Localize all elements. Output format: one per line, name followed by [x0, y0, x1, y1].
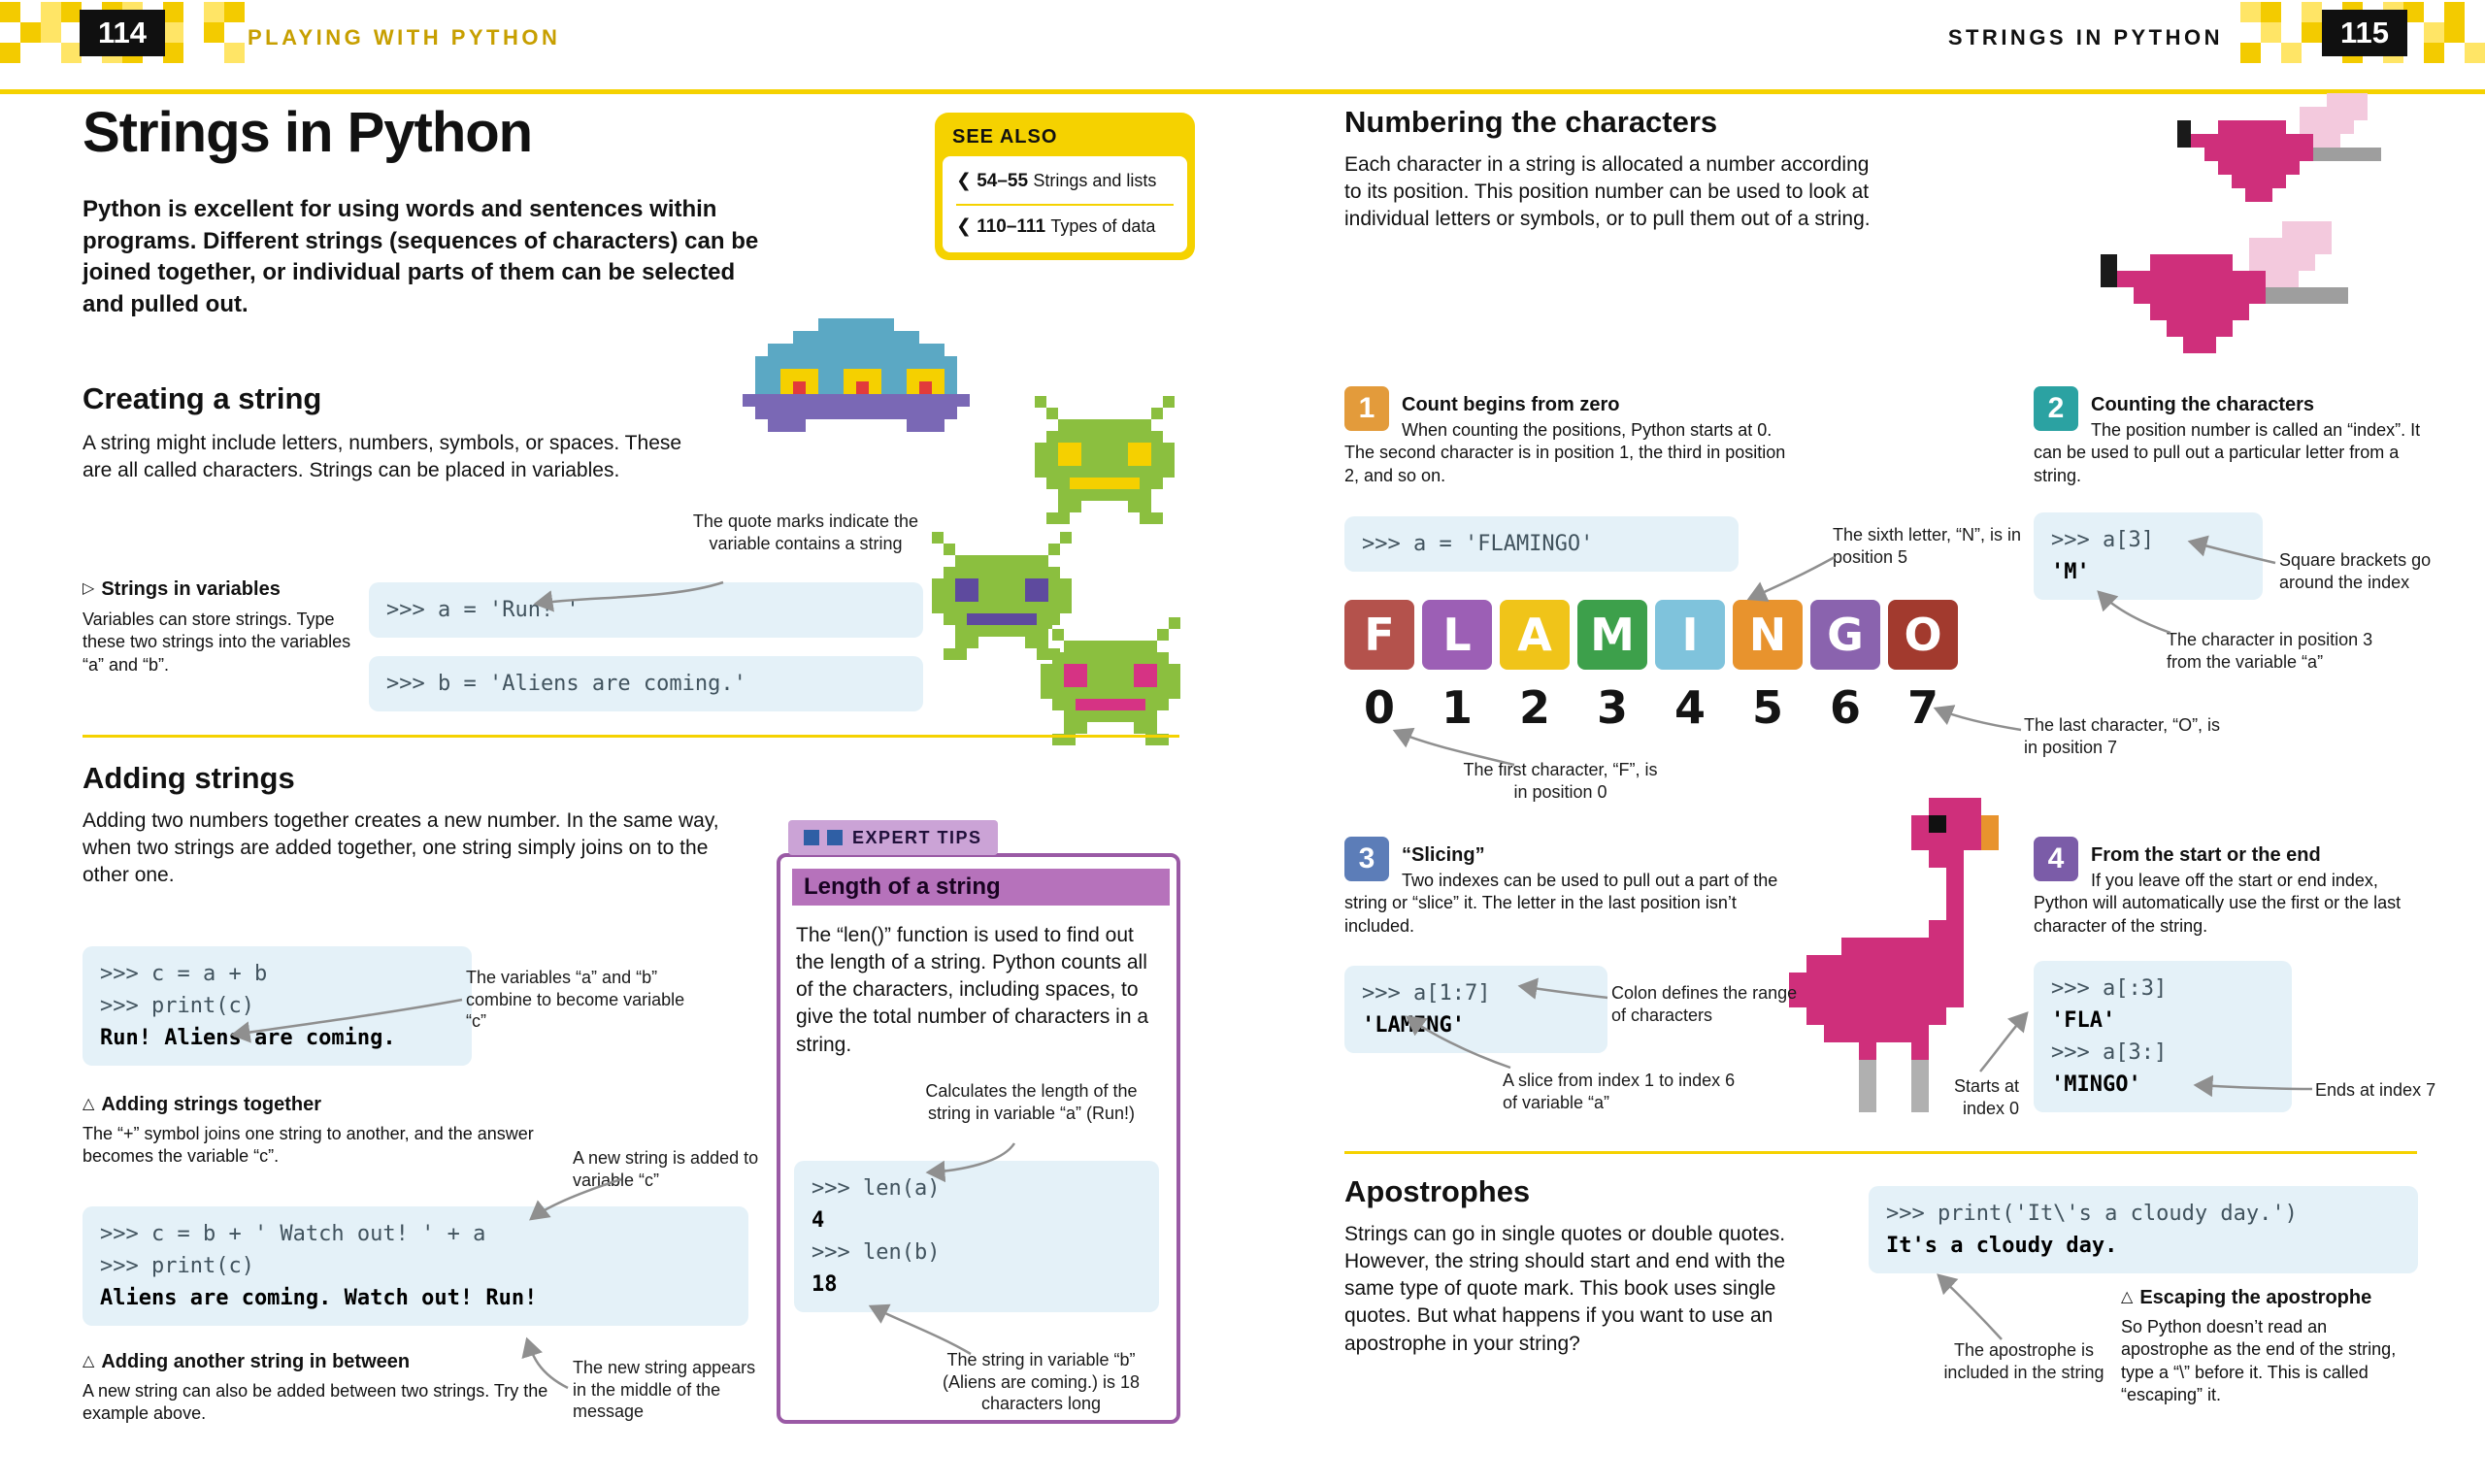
apostrophes-body: Strings can go in single quotes or double quotes. However, the string should start and end with the same type of quote mark. This book uses single quotes. But what happens if you want to use an apostrophe in your string?: [1344, 1223, 1786, 1355]
annotation-brackets: Square brackets go around the index: [2279, 550, 2432, 592]
subsection-label-text: Strings in variables: [101, 578, 281, 600]
code-output: 4: [812, 1208, 825, 1233]
expert-tips-body: The “len()” function is used to find out the length of a string. Python counts all of the characters, including spaces, to give the total number of characters in a string.: [796, 924, 1149, 1056]
letter-tile: L: [1422, 600, 1492, 670]
code-output: Aliens are coming. Watch out! Run!: [100, 1286, 538, 1310]
step-number-badge: 3: [1344, 837, 1389, 881]
running-head-right: STRINGS IN PYTHON: [1947, 25, 2223, 49]
section-heading-creating: Creating a string: [83, 381, 322, 415]
page-title: Strings in Python: [83, 101, 533, 164]
triangle-up-icon: △: [83, 1096, 95, 1112]
page-number-left: 114: [80, 10, 165, 56]
section-heading-adding: Adding strings: [83, 761, 295, 795]
see-also-pages: ❮ 110–111: [956, 215, 1051, 237]
step-title: Count begins from zero: [1402, 394, 1620, 415]
position-number: 7: [1906, 681, 1938, 734]
in-between-body: A new string can also be added between two strings. Try the example above.: [83, 1381, 548, 1424]
subsection-label-text: Escaping the apostrophe: [2139, 1287, 2372, 1308]
code-line: >>> print('It\'s a cloudy day.'): [1886, 1202, 2298, 1226]
letter-tile: M: [1577, 600, 1647, 670]
code-line: >>> print(c): [100, 1254, 254, 1278]
annotation-slice: A slice from index 1 to index 6 of variable “a”: [1503, 1071, 1736, 1112]
annotation-quote-marks: The quote marks indicate the variable contains a string: [692, 511, 919, 553]
code-line: >>> a[:3]: [2051, 976, 2168, 1001]
position-number: 5: [1751, 681, 1783, 734]
annotation-position3: The character in position 3 from the variable “a”: [2167, 630, 2373, 672]
letter-tile: N: [1733, 600, 1803, 670]
position-number: 0: [1363, 681, 1395, 734]
subsection-label-text: Adding strings together: [101, 1094, 321, 1115]
step-number-badge: 1: [1344, 386, 1389, 431]
adding-together-body: The “+” symbol joins one string to another, and the answer becomes the variable “c”.: [83, 1124, 534, 1167]
step-number-badge: 4: [2034, 837, 2078, 881]
annotation-last-char: The last character, “O”, is in position 7: [2024, 715, 2221, 757]
code-output: 'FLA': [2051, 1008, 2116, 1033]
code-line: >>> a[3:]: [2051, 1040, 2168, 1065]
step-body: If you leave off the start or end index, Python will automatically use the first or the last character of the string.: [2034, 871, 2402, 936]
code-line: >>> c = b + ' Watch out! ' + a: [100, 1222, 486, 1246]
step-body: The position number is called an “index”. It can be used to pull out a particular letter from a string.: [2034, 420, 2421, 485]
code-output: 'MINGO': [2051, 1072, 2141, 1097]
section-heading-apostrophes: Apostrophes: [1344, 1174, 1531, 1208]
position-number: 3: [1596, 681, 1628, 734]
see-also-label: Types of data: [1050, 215, 1156, 236]
annotation-apostrophe-included: The apostrophe is included in the string: [1943, 1340, 2104, 1382]
see-also-title: SEE ALSO: [952, 126, 1058, 148]
annotation-colon: Colon defines the range of characters: [1611, 983, 1798, 1025]
numbering-body: Each character in a string is allocated a number according to its position. This position number can be used to look at individual letters or symbols, or to pull them out of a string.: [1344, 153, 1871, 231]
position-number: 2: [1518, 681, 1550, 734]
annotation-ends: Ends at index 7: [2315, 1080, 2436, 1100]
step-number-badge: 2: [2034, 386, 2078, 431]
position-number: 4: [1673, 681, 1706, 734]
code-line: >>> a = 'Run! ': [386, 598, 580, 622]
position-number: 1: [1441, 681, 1473, 734]
letter-tile: I: [1655, 600, 1725, 670]
triangle-up-icon: △: [2121, 1289, 2134, 1305]
code-line: >>> a[3]: [2051, 528, 2154, 552]
annotation-starts: Starts at index 0: [1953, 1076, 2019, 1118]
annotation-combine: The variables “a” and “b” combine to become variable “c”: [466, 968, 685, 1032]
annotation-sixth-letter: The sixth letter, “N”, is in position 5: [1833, 525, 2022, 567]
code-output: Run! Aliens are coming.: [100, 1026, 396, 1050]
code-line: >>> a[1:7]: [1362, 981, 1491, 1006]
code-line: >>> len(a): [812, 1176, 941, 1201]
code-output: 'LAMING': [1362, 1013, 1465, 1038]
annotation-18-chars: The string in variable “b” (Aliens are coming.) is 18 characters long: [942, 1350, 1141, 1414]
running-head-left: PLAYING WITH PYTHON: [248, 25, 561, 49]
adding-body: Adding two numbers together creates a new number. In the same way, when two strings are added together, one string simply joins on to the other one.: [83, 809, 719, 887]
code-line: >>> a = 'FLAMINGO': [1362, 532, 1594, 556]
position-number: 6: [1829, 681, 1861, 734]
annotation-first-char: The first character, “F”, is in position 0: [1463, 760, 1658, 802]
code-output: 'M': [2051, 560, 2090, 584]
expert-tips-title: Length of a string: [792, 869, 1170, 906]
step-title: From the start or the end: [2091, 844, 2321, 866]
section-heading-numbering: Numbering the characters: [1344, 105, 1718, 139]
intro-paragraph: Python is excellent for using words and sentences within programs. Different strings (sequences of characters) can be joined together, or individual parts of them can be selected and pulled out.: [83, 196, 759, 317]
step-title: Counting the characters: [2091, 394, 2315, 415]
expert-tips-tab-label: EXPERT TIPS: [852, 827, 982, 847]
letter-tile: G: [1810, 600, 1880, 670]
escaping-body: So Python doesn’t read an apostrophe as the end of the string, type a “\” before it. This is called “escaping” it.: [2121, 1317, 2397, 1405]
page-number-right: 115: [2322, 10, 2407, 56]
pixel-eyes-icon: [804, 830, 843, 845]
code-output: It's a cloudy day.: [1886, 1234, 2118, 1258]
expert-tips-tab: [788, 820, 998, 855]
triangle-up-icon: △: [83, 1353, 95, 1369]
letter-tile: F: [1344, 600, 1414, 670]
annotation-new-string: A new string is added to variable “c”: [573, 1148, 759, 1190]
see-also-label: Strings and lists: [1033, 171, 1157, 190]
letter-tile: A: [1500, 600, 1570, 670]
step-title: “Slicing”: [1402, 844, 1485, 866]
triangle-right-icon: ▷: [83, 580, 95, 597]
code-output: 18: [812, 1272, 838, 1297]
code-line: >>> print(c): [100, 994, 254, 1018]
code-line: >>> len(b): [812, 1240, 941, 1265]
step-body: When counting the positions, Python starts at 0. The second character is in position 1, the third in position 2, and so on.: [1344, 420, 1786, 485]
annotation-calculates: Calculates the length of the string in variable “a” (Run!): [925, 1081, 1138, 1123]
annotation-middle: The new string appears in the middle of the message: [573, 1358, 756, 1422]
creating-body: A string might include letters, numbers, symbols, or spaces. These are all called characters. Strings can be placed in variables.: [83, 432, 682, 482]
see-also-pages: ❮ 54–55: [956, 171, 1034, 191]
code-line: >>> b = 'Aliens are coming.': [386, 672, 746, 696]
step-body: Two indexes can be used to pull out a part of the string or “slice” it. The letter in the last position isn’t included.: [1344, 871, 1778, 936]
variables-side-body: Variables can store strings. Type these two strings into the variables “a” and “b”.: [83, 610, 351, 675]
code-line: >>> c = a + b: [100, 962, 268, 986]
letter-tile: O: [1888, 600, 1958, 670]
subsection-label-text: Adding another string in between: [101, 1351, 411, 1372]
